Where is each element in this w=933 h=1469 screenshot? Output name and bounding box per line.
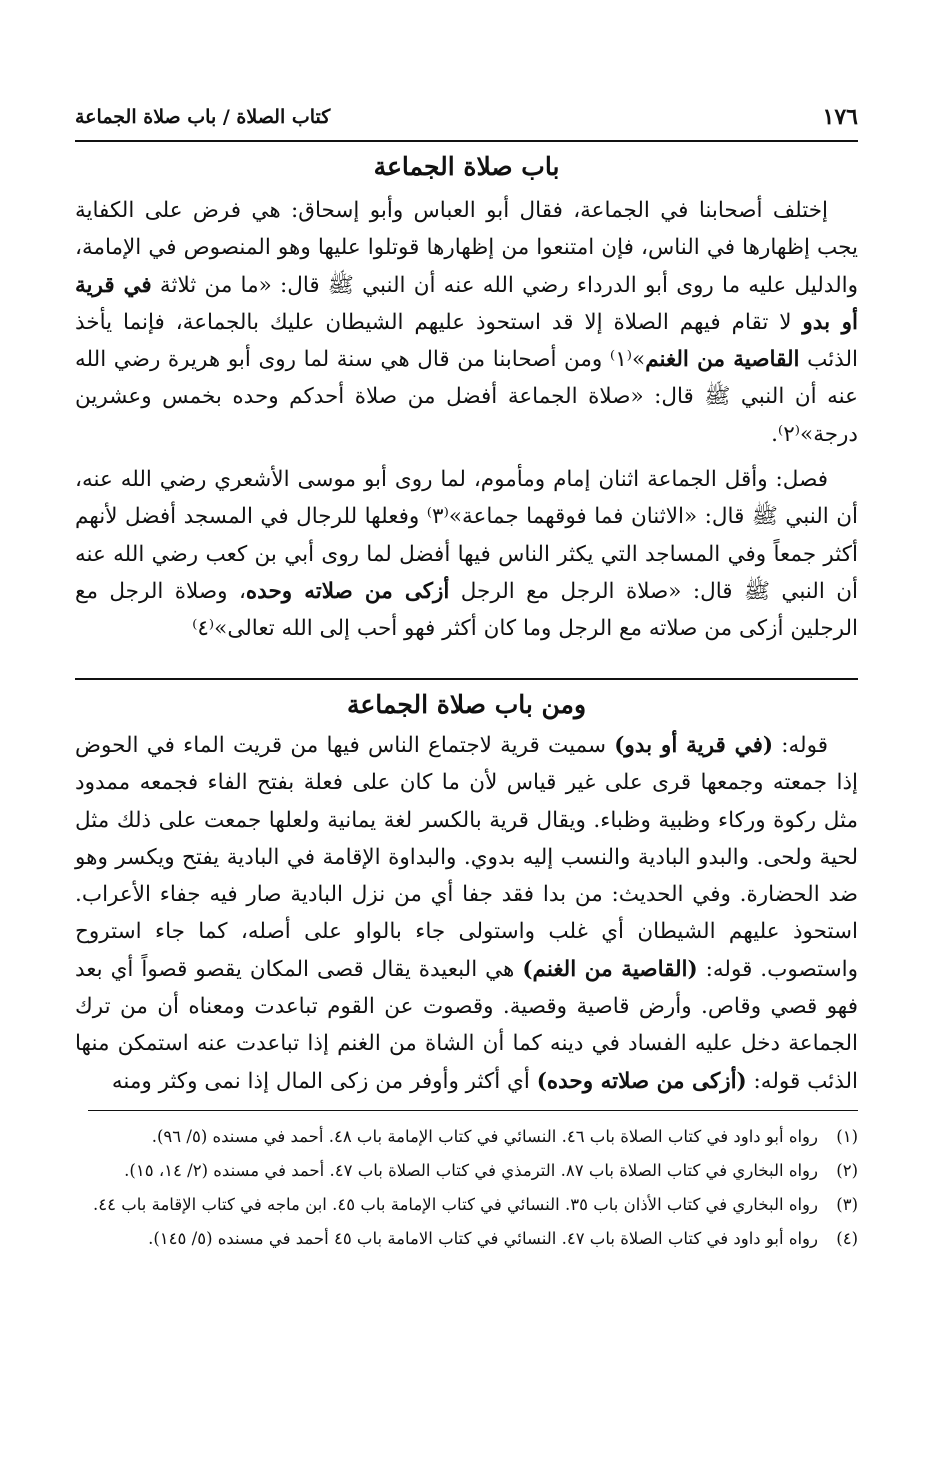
text-run: إختلف أصحابنا في الجماعة، فقال أبو العباس وأبو إسحاق: هي فرض على الكفاية يجب إظهارها في الناس، فإن امتنعوا من إظهارها قوتلوا عليها وهو المنصوص في الإمامة، والدليل عليه ما روى أبو الدرداء رضي الله عنه أن النبي ﷺ قال: «ما من ثلاثة (75, 198, 858, 298)
bold-run: (في قرية أو بدو) (614, 733, 774, 758)
paragraph (75, 461, 858, 647)
text-run: فصل: وأقل الجماعة اثنان إمام ومأموم، لما روى أبو موسى الأشعري رضي الله عنه، أن النبي ﷺ قال: «الاثنان فما فوقهما جماعة»⁽٣⁾ وفعلها للرجال في المسجد أفضل لأنهم أكثر جمعاً وفي المساجد التي يكثر الناس فيها أفضل لما روى أبي بن كعب رضي الله عنه أن النبي ﷺ قال: «صلاة الرجل مع الرجل (75, 467, 859, 604)
footnote-rule (88, 1110, 858, 1111)
section-title-main: باب صلاة الجماعة (373, 152, 560, 181)
bold-run: أزكى من صلاته وحده (245, 578, 450, 604)
section-title-commentary: ومن باب صلاة الجماعة (346, 690, 587, 719)
footnote (75, 1224, 858, 1254)
footnote-text: رواه أبو داود في كتاب الصلاة باب ٤٦. النسائي في كتاب الإمامة باب ٤٨. أحمد في مسنده (٥/ ٩٦). (151, 1127, 818, 1146)
paragraph (75, 727, 858, 1100)
bold-run: القاصية من الغنم (645, 347, 800, 373)
footnote (75, 1156, 858, 1186)
footnote (75, 1190, 858, 1220)
footnotes (75, 1122, 858, 1258)
footnote-number: (١) (836, 1127, 858, 1146)
footnote-text: رواه البخاري في كتاب الأذان باب ٣٥. النسائي في كتاب الإمامة باب ٤٥. ابن ماجه في كتاب الإقامة باب ٤٤. (92, 1195, 818, 1214)
text-run: هي البعيدة يقال قصى المكان يقصو قصواً أي بعد فهو قصي وقاص. وأرض قاصية وقصية. وقصوت عن القوم تباعدت ومعناه أن من ترك الجماعة دخل عليه الفساد في دينه كما أن الشاة من الغنم إذا تباعدت عنه استمكن منها الذئب قوله: (75, 956, 858, 1094)
section-commentary-text (75, 727, 858, 1100)
header-rule (75, 140, 858, 142)
footnote-number: (٤) (836, 1229, 858, 1248)
page-number: ١٧٦ (822, 104, 858, 130)
text-run: قوله: (773, 733, 828, 758)
section-divider (75, 678, 858, 680)
footnote-text: رواه أبو داود في كتاب الصلاة باب ٤٧. النسائي في كتاب الامامة باب ٤٥ أحمد في مسنده (٥/ ١٤٥). (148, 1229, 818, 1248)
footnote-number: (٢) (836, 1161, 858, 1180)
footnote-number: (٣) (836, 1195, 858, 1214)
footnote-text: رواه البخاري في كتاب الصلاة باب ٨٧. الترمذي في كتاب الصلاة باب ٤٧. أحمد في مسنده (٢/ ١٤، ١٥). (124, 1161, 818, 1180)
bold-run: (القاصية من الغنم) (522, 956, 698, 982)
text-run: ، وصلاة الرجل مع الرجلين أزكى من صلاته مع الرجل وما كان أكثر فهو أحب إلى الله تعالى»⁽٤⁾ (75, 578, 858, 642)
text-run: سميت قرية لاجتماع الناس فيها من قريت الماء في الحوض إذا جمعته وجمعها قرى على غير قياس لأن ما كان على فعلة بفتح الفاء فجمعه ممدود مثل ركوة وركاء وظبية وظباء. ويقال قرية بالكسر لغة يمانية ولعلها جمعت على ذلك مثل لحية ولحى. والبدو البادية والنسب إليه بدوي. والبداوة الإقامة في البادية يفتح ويكسر وهو ضد الحضارة. وفي الحديث: من بدا فقد جفا أي من نزل البادية صار فيه جفاء الأعراب. استحوذ عليهم الشيطان أي غلب واستولى جاء بالواو على أصله، كما جاء استروح واستصوب. قوله: (75, 733, 858, 982)
running-title: كتاب الصلاة / باب صلاة الجماعة (75, 106, 331, 128)
text-run: »⁽١⁾ ومن أصحابنا من قال هي سنة لما روى أبو هريرة رضي الله عنه أن النبي ﷺ قال: «صلاة الجماعة أفضل من صلاة أحدكم وحده بخمس وعشرين درجة»⁽٢⁾. (75, 347, 858, 447)
bold-run: في قرية أو بدو (75, 272, 858, 335)
text-run: لا تقام فيهم الصلاة إلا قد استحوذ عليهم الشيطان عليك بالجماعة، فإنما يأخذ الذئب (75, 309, 858, 373)
page-header (75, 100, 858, 134)
footnote (75, 1122, 858, 1152)
text-run: أي أكثر وأوفر من زكى المال إذا نمى وكثر ومنه (111, 1068, 537, 1094)
bold-run: (أزكى من صلاته وحده) (536, 1068, 747, 1094)
paragraph (75, 192, 858, 453)
section-main-text (75, 192, 858, 648)
